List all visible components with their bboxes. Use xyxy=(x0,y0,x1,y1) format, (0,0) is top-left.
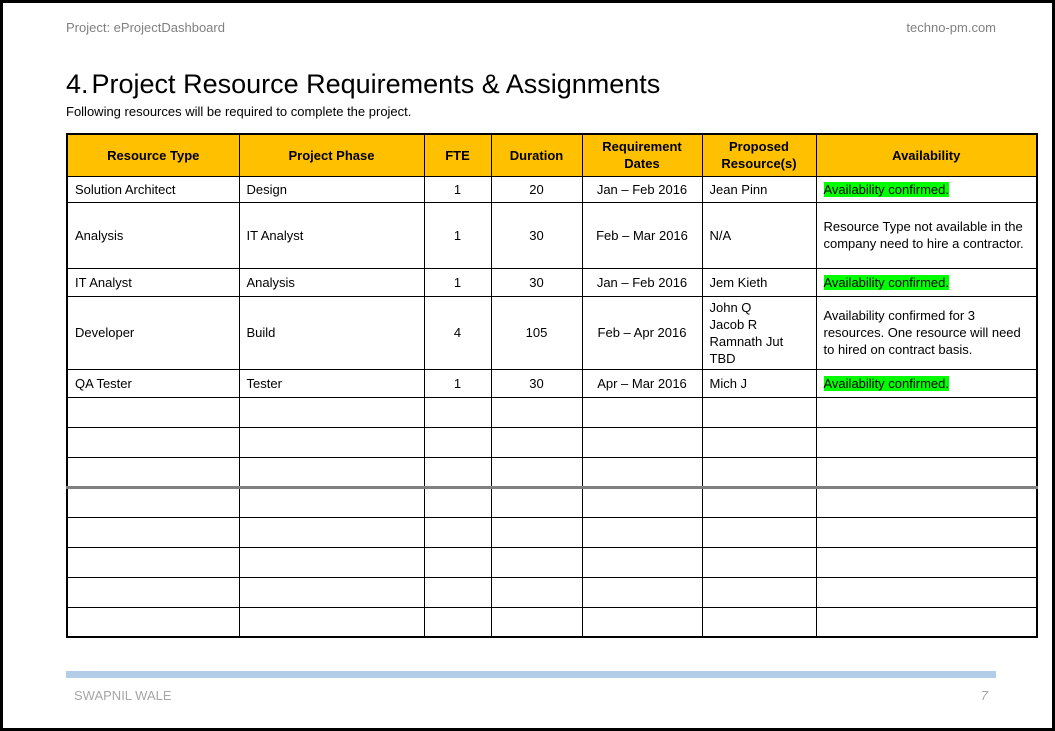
cell-requirement-dates: Jan – Feb 2016 xyxy=(582,268,702,296)
empty-cell xyxy=(816,607,1037,637)
column-header-project-phase: Project Phase xyxy=(239,134,424,176)
resource-name-line: Ramnath Jut xyxy=(709,333,784,349)
cell-fte: 1 xyxy=(424,268,491,296)
resource-name-line: Jacob R xyxy=(709,316,758,332)
document-header xyxy=(66,3,996,35)
empty-cell xyxy=(702,577,816,607)
table-row xyxy=(67,268,1037,296)
cell-fte: 1 xyxy=(424,369,491,397)
footer-page-number: 7 xyxy=(980,688,988,703)
empty-cell xyxy=(491,517,582,547)
cell-project-phase: Design xyxy=(239,176,424,202)
empty-cell xyxy=(239,457,424,487)
empty-cell xyxy=(491,427,582,457)
empty-cell xyxy=(702,517,816,547)
cell-availability xyxy=(816,176,1037,202)
empty-table-row xyxy=(67,547,1037,577)
resource-name-line: Jem Kieth xyxy=(709,274,768,290)
empty-cell xyxy=(239,607,424,637)
empty-cell xyxy=(582,577,702,607)
empty-cell xyxy=(816,547,1037,577)
empty-cell xyxy=(67,577,239,607)
table-body xyxy=(67,176,1037,637)
availability-highlight: Availability confirmed. xyxy=(823,274,949,290)
empty-table-row xyxy=(67,427,1037,457)
cell-availability: Availability confirmed for 3 resources. One resource will need to hired on contract basis. xyxy=(816,296,1037,369)
empty-cell xyxy=(582,457,702,487)
empty-cell xyxy=(582,607,702,637)
cell-proposed-resources xyxy=(702,296,816,369)
empty-cell xyxy=(816,577,1037,607)
cell-availability: Resource Type not available in the company need to hire a contractor. xyxy=(816,202,1037,268)
cell-project-phase: Tester xyxy=(239,369,424,397)
table-row xyxy=(67,202,1037,268)
cell-duration: 30 xyxy=(491,369,582,397)
empty-cell xyxy=(816,517,1037,547)
empty-cell xyxy=(702,457,816,487)
empty-cell xyxy=(816,427,1037,457)
cell-proposed-resources xyxy=(702,176,816,202)
empty-cell xyxy=(702,427,816,457)
table-header-row xyxy=(67,134,1037,176)
cell-requirement-dates: Apr – Mar 2016 xyxy=(582,369,702,397)
column-header-resource-type: Resource Type xyxy=(67,134,239,176)
header-site-label: techno-pm.com xyxy=(906,20,996,35)
empty-cell xyxy=(239,577,424,607)
resource-name-line: John Q xyxy=(709,299,752,315)
availability-highlight: Availability confirmed. xyxy=(823,181,949,197)
empty-cell xyxy=(582,397,702,427)
cell-project-phase: Analysis xyxy=(239,268,424,296)
cell-fte: 4 xyxy=(424,296,491,369)
section-subtitle: Following resources will be required to complete the project. xyxy=(66,104,412,119)
empty-cell xyxy=(67,607,239,637)
cell-duration: 30 xyxy=(491,268,582,296)
cell-duration: 30 xyxy=(491,202,582,268)
empty-cell xyxy=(702,487,816,517)
cell-availability xyxy=(816,369,1037,397)
empty-cell xyxy=(491,397,582,427)
resource-name-line: Mich J xyxy=(709,375,748,391)
empty-cell xyxy=(491,607,582,637)
empty-cell xyxy=(424,397,491,427)
cell-proposed-resources xyxy=(702,268,816,296)
table-row xyxy=(67,369,1037,397)
empty-cell xyxy=(816,457,1037,487)
empty-cell xyxy=(424,427,491,457)
empty-cell xyxy=(67,487,239,517)
cell-requirement-dates: Feb – Mar 2016 xyxy=(582,202,702,268)
empty-cell xyxy=(67,517,239,547)
empty-table-row xyxy=(67,517,1037,547)
empty-cell xyxy=(702,607,816,637)
page xyxy=(3,3,1052,703)
cell-resource-type: Solution Architect xyxy=(67,176,239,202)
empty-cell xyxy=(239,397,424,427)
empty-cell xyxy=(582,547,702,577)
empty-table-row xyxy=(67,397,1037,427)
resource-table xyxy=(66,133,1038,638)
resource-name-line: TBD xyxy=(709,350,736,366)
empty-cell xyxy=(424,457,491,487)
resource-name-line: Jean Pinn xyxy=(709,181,768,197)
section-title-text: Project Resource Requirements & Assignments xyxy=(91,69,661,99)
empty-cell xyxy=(424,547,491,577)
cell-duration: 20 xyxy=(491,176,582,202)
empty-cell xyxy=(67,427,239,457)
empty-cell xyxy=(702,547,816,577)
document-footer xyxy=(66,688,996,703)
table-row xyxy=(67,296,1037,369)
cell-availability xyxy=(816,268,1037,296)
column-header-proposed-resources: Proposed Resource(s) xyxy=(702,134,816,176)
empty-cell xyxy=(424,487,491,517)
empty-table-row xyxy=(67,457,1037,487)
empty-cell xyxy=(816,397,1037,427)
empty-cell xyxy=(67,457,239,487)
empty-cell xyxy=(491,487,582,517)
empty-cell xyxy=(702,397,816,427)
cell-resource-type: IT Analyst xyxy=(67,268,239,296)
cell-proposed-resources xyxy=(702,369,816,397)
footer-author: SWAPNIL WALE xyxy=(74,688,172,703)
empty-cell xyxy=(816,487,1037,517)
cell-fte: 1 xyxy=(424,176,491,202)
empty-cell xyxy=(239,487,424,517)
empty-table-row xyxy=(67,607,1037,637)
cell-requirement-dates: Feb – Apr 2016 xyxy=(582,296,702,369)
column-header-fte: FTE xyxy=(424,134,491,176)
empty-cell xyxy=(582,427,702,457)
availability-highlight: Availability confirmed. xyxy=(823,375,949,391)
table-row xyxy=(67,176,1037,202)
resource-name-line: N/A xyxy=(709,227,732,243)
cell-requirement-dates: Jan – Feb 2016 xyxy=(582,176,702,202)
cell-duration: 105 xyxy=(491,296,582,369)
cell-resource-type: Analysis xyxy=(67,202,239,268)
empty-cell xyxy=(491,547,582,577)
empty-cell xyxy=(582,517,702,547)
empty-table-row xyxy=(67,487,1037,517)
empty-cell xyxy=(67,397,239,427)
cell-resource-type: Developer xyxy=(67,296,239,369)
empty-cell xyxy=(491,457,582,487)
cell-proposed-resources xyxy=(702,202,816,268)
section-title xyxy=(66,69,1052,99)
column-header-requirement-dates: Requirement Dates xyxy=(582,134,702,176)
empty-cell xyxy=(491,577,582,607)
cell-project-phase: Build xyxy=(239,296,424,369)
column-header-availability: Availability xyxy=(816,134,1037,176)
cell-resource-type: QA Tester xyxy=(67,369,239,397)
empty-cell xyxy=(424,607,491,637)
empty-cell xyxy=(239,547,424,577)
footer-accent-bar xyxy=(66,671,996,678)
empty-cell xyxy=(582,487,702,517)
empty-cell xyxy=(67,547,239,577)
header-project-label: Project: eProjectDashboard xyxy=(66,20,225,35)
empty-cell xyxy=(239,427,424,457)
section-number: 4. xyxy=(66,69,89,99)
column-header-duration: Duration xyxy=(491,134,582,176)
empty-cell xyxy=(424,577,491,607)
empty-cell xyxy=(424,517,491,547)
cell-project-phase: IT Analyst xyxy=(239,202,424,268)
cell-fte: 1 xyxy=(424,202,491,268)
empty-table-row xyxy=(67,577,1037,607)
empty-cell xyxy=(239,517,424,547)
